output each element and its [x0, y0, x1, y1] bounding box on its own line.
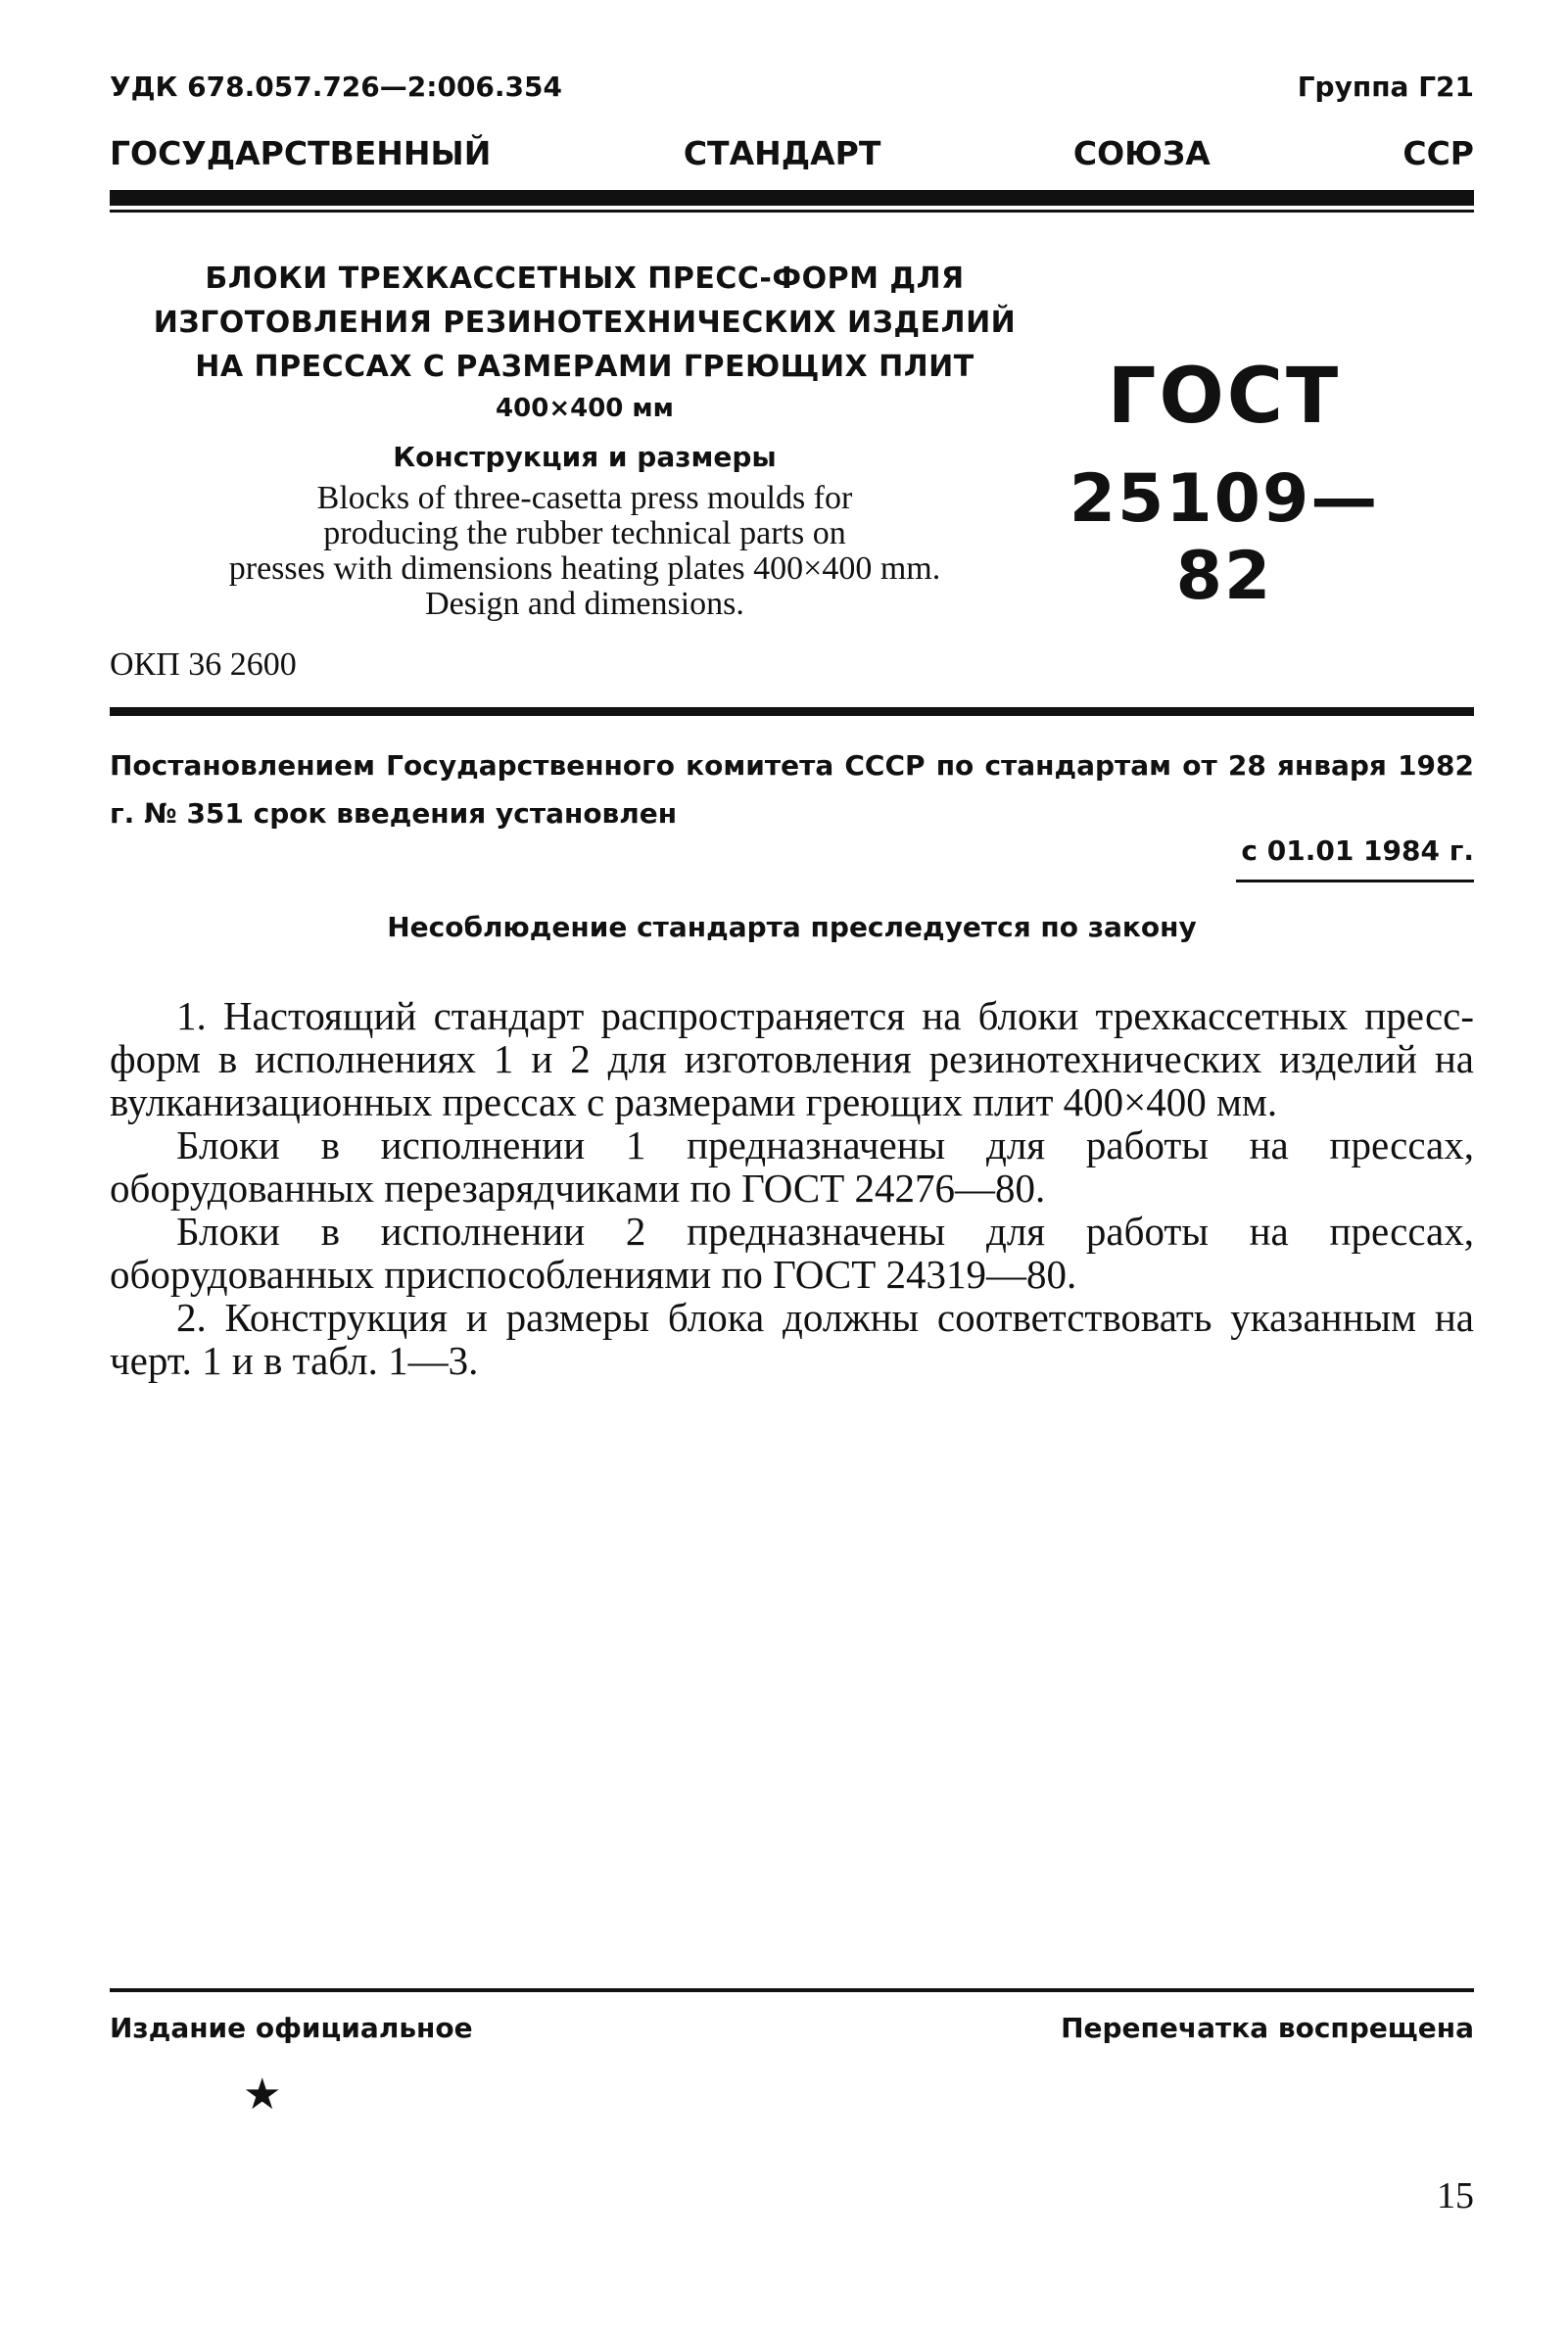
english-title-line: producing the rubber technical parts on [323, 515, 846, 551]
body-text [110, 994, 1474, 1382]
body-paragraph: Блоки в исполнении 2 предназначены для работы на прессах, оборудованных приспособлениями по ГОСТ 24319—80. [110, 1209, 1474, 1297]
gost-label: ГОСТ [1107, 353, 1342, 441]
edition-note: Издание официальное [110, 2012, 473, 2044]
footer-rule [110, 1988, 1474, 1992]
page-number: 15 [1437, 2175, 1474, 2216]
body-paragraph: 1. Настоящий стандарт распространяется на блоки трехкассетных пресс-форм в исполнениях 1 и 2 для изготовления резинотехнических изделий на вулканизационных прессах с размерами греющих плит 400×400 мм. [110, 993, 1474, 1124]
title-line: ИЗГОТОВЛЕНИЯ РЕЗИНОТЕХНИЧЕСКИХ ИЗДЕЛИЙ [153, 306, 1017, 340]
decree-text: Постановлением Государственного комитета СССР по стандартам от 28 января 1982 г. № 351 срок введения установлен [110, 749, 1474, 830]
okp-code: ОКП 36 2600 [110, 646, 297, 683]
group-code: Группа Г21 [1297, 71, 1474, 103]
top-rule [110, 190, 1474, 206]
law-notice: Несоблюдение стандарта преследуется по закону [387, 911, 1197, 943]
title-dimensions: 400×400 мм [496, 394, 674, 423]
gost-number: 25109—82 [1069, 460, 1380, 615]
reprint-note: Перепечатка воспрещена [1061, 2012, 1474, 2044]
banner-word: СОЮЗА [1072, 134, 1211, 172]
body-paragraph: 2. Конструкция и размеры блока должны соответствовать указанным на черт. 1 и в табл. 1—3. [110, 1295, 1474, 1383]
title-block [110, 257, 1060, 622]
effective-date: с 01.01 1984 г. [1241, 834, 1474, 867]
banner-word: СТАНДАРТ [683, 134, 881, 172]
state-standard-banner [110, 134, 1474, 172]
title-line: БЛОКИ ТРЕХКАССЕТНЫХ ПРЕСС-ФОРМ ДЛЯ [205, 262, 965, 296]
star-icon: ★ [243, 2071, 282, 2119]
banner-word: ССР [1402, 134, 1474, 172]
middle-rule [110, 707, 1474, 716]
udk-code: УДК 678.057.726—2:006.354 [110, 71, 562, 103]
top-rule-thin [110, 210, 1474, 213]
effective-date-underline [1236, 880, 1474, 882]
title-subtitle: Конструкция и размеры [393, 441, 777, 473]
english-title-line: Blocks of three-casetta press moulds for [316, 480, 853, 516]
title-line: НА ПРЕССАХ С РАЗМЕРАМИ ГРЕЮЩИХ ПЛИТ [195, 350, 974, 384]
english-title-line: Design and dimensions. [425, 586, 744, 622]
banner-word: ГОСУДАРСТВЕННЫЙ [110, 134, 492, 172]
english-title-line: presses with dimensions heating plates 400×400 mm. [228, 550, 941, 587]
body-paragraph: Блоки в исполнении 1 предназначены для работы на прессах, оборудованных перезарядчиками по ГОСТ 24276—80. [110, 1122, 1474, 1211]
